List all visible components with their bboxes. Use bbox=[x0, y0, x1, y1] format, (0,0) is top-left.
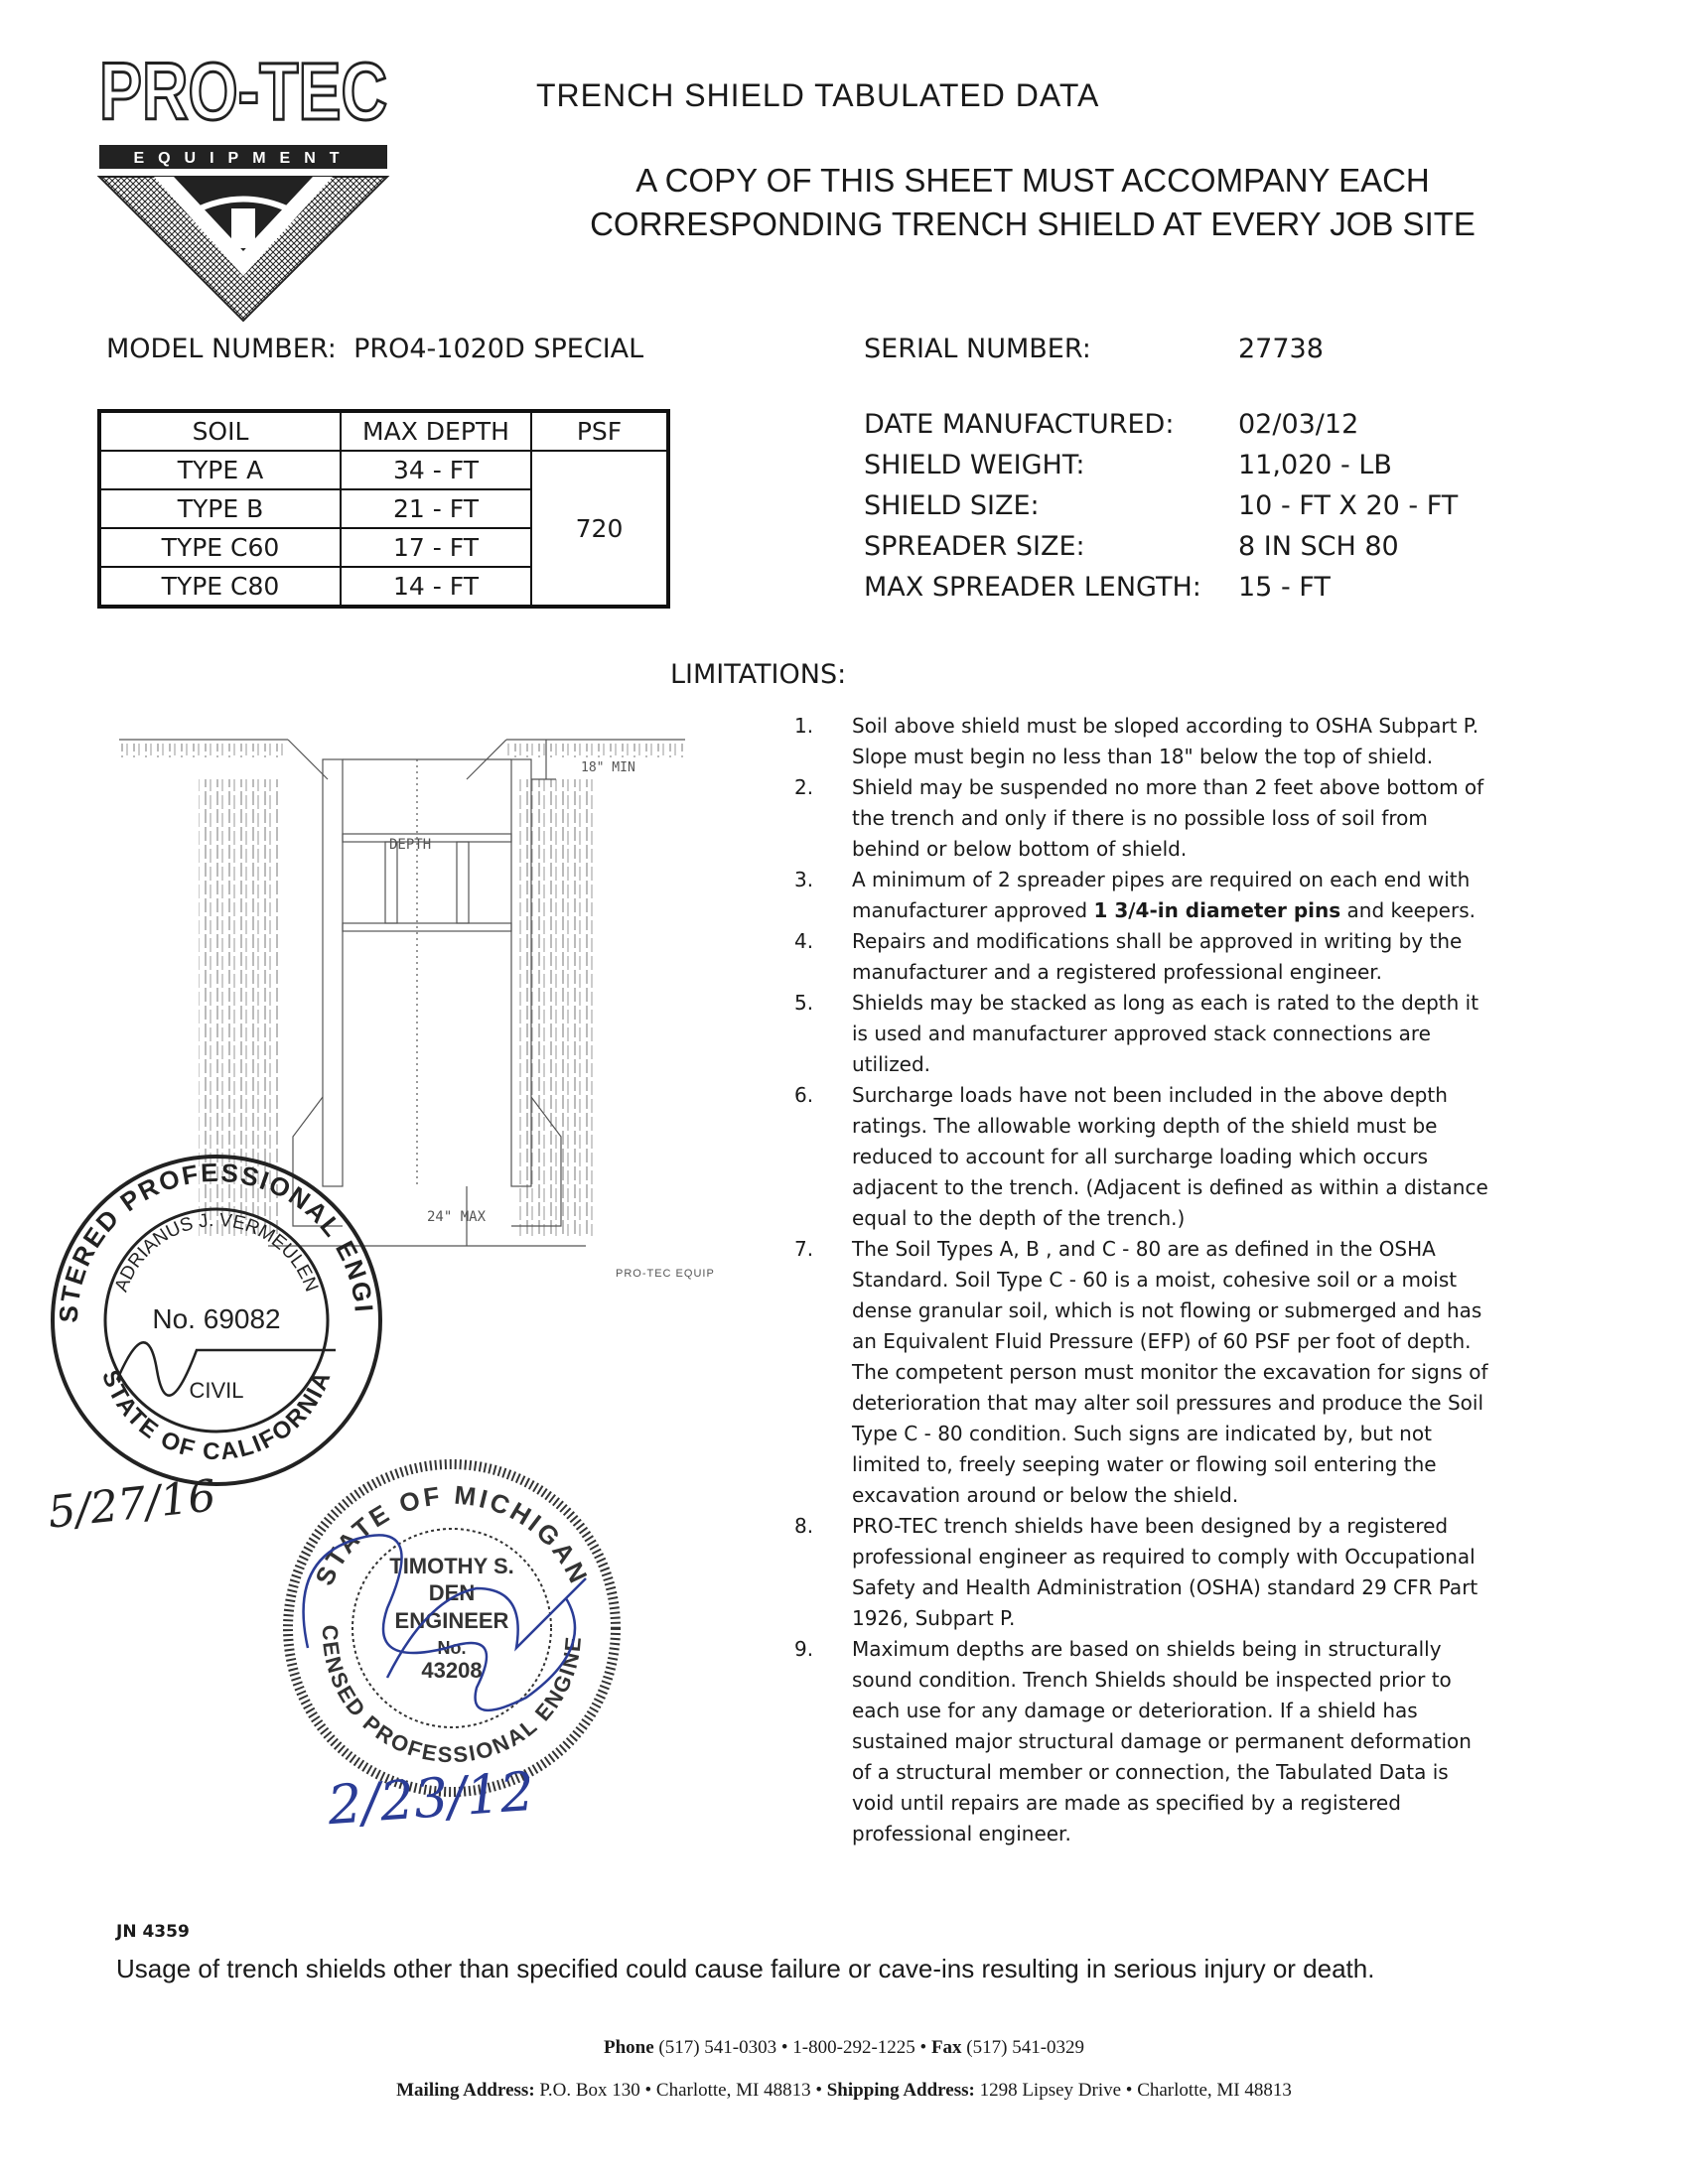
serial-number-value: 27738 bbox=[1238, 334, 1324, 364]
spec-row bbox=[864, 450, 1559, 490]
list-item-text: and keepers. bbox=[1340, 898, 1476, 922]
seal-civil: CIVIL bbox=[189, 1378, 244, 1403]
table-row bbox=[99, 451, 668, 489]
seal-engineer-name: ADRIANUS J. VERMEULEN bbox=[110, 1209, 323, 1296]
contact-phone bbox=[0, 2037, 1688, 2059]
logo-subtitle: EQUIPMENT bbox=[133, 150, 353, 167]
psf-cell: 720 bbox=[531, 451, 668, 607]
seal-number-line-1: No. bbox=[437, 1638, 467, 1658]
seal-bottom-text: CENSED PROFESSIONAL ENGINE bbox=[317, 1624, 587, 1768]
subtitle-line-2: CORRESPONDING TRENCH SHIELD AT EVERY JOB SITE bbox=[590, 205, 1476, 242]
depth-label: DEPTH bbox=[389, 837, 432, 853]
list-item-number: 3. bbox=[794, 868, 814, 891]
list-item-text: Shields may be stacked as long as each is rated to the depth it is used and manufacturer approved stack connections are utilized. bbox=[852, 991, 1479, 1076]
table-header-psf: PSF bbox=[531, 411, 668, 451]
seal-outer-text: STERED PROFESSIONAL ENGI bbox=[53, 1157, 379, 1323]
list-item-text: Repairs and modifications shall be approved in writing by the manufacturer and a registered professional engineer. bbox=[852, 929, 1463, 984]
shield-specs bbox=[864, 409, 1559, 613]
table-header-max-depth: MAX DEPTH bbox=[341, 411, 531, 451]
model-number bbox=[106, 334, 643, 364]
list-item-text: Soil above shield must be sloped according to OSHA Subpart P. Slope must begin no less than 18" below the top of shield. bbox=[852, 714, 1479, 768]
california-seal-date: 5/27/16 bbox=[45, 1470, 218, 1539]
list-item-emphasis: 1 3/4-in diameter pins bbox=[1093, 898, 1341, 922]
max-depth-cell: 17 - FT bbox=[341, 528, 531, 567]
soil-depth-table bbox=[97, 409, 670, 609]
soil-type-cell: TYPE C80 bbox=[99, 567, 341, 607]
limitations-heading: LIMITATIONS: bbox=[670, 659, 847, 690]
michigan-seal-date: 2/23/12 bbox=[326, 1759, 537, 1838]
shipping-address: 1298 Lipsey Drive • Charlotte, MI 48813 bbox=[979, 2080, 1292, 2101]
list-item-number: 2. bbox=[794, 775, 814, 799]
phone-label: Phone bbox=[603, 2037, 654, 2058]
svg-text:ADRIANUS J. VERMEULEN bbox=[111, 1210, 322, 1295]
spec-row bbox=[864, 531, 1559, 572]
max-depth-cell: 14 - FT bbox=[341, 567, 531, 607]
list-item-number: 4. bbox=[794, 929, 814, 953]
list-item bbox=[794, 926, 1489, 988]
max-depth-cell: 34 - FT bbox=[341, 451, 531, 489]
spec-label: DATE MANUFACTURED: bbox=[864, 409, 1175, 440]
spec-value: 15 - FT bbox=[1238, 572, 1331, 603]
phone-numbers: (517) 541-0303 • 1-800-292-1225 • bbox=[658, 2037, 927, 2058]
list-item-number: 7. bbox=[794, 1237, 814, 1261]
seal-number-line-2: 43208 bbox=[421, 1658, 483, 1683]
spec-row bbox=[864, 490, 1559, 531]
table-header-soil: SOIL bbox=[99, 411, 341, 451]
list-item-text: Shield may be suspended no more than 2 feet above bottom of the trench and only if there is no possible loss of soil from behind or below bottom of shield. bbox=[852, 775, 1484, 861]
list-item bbox=[794, 988, 1489, 1080]
list-item-text: Maximum depths are based on shields being in structurally sound condition. Trench Shields should be inspected prior to each use for any damage or deterioration. If a shield has sustained major structural damage or permanent deformation of a structural member or connection, the Tabulated Data is void until repairs are made as specified by a registered professional engineer. bbox=[852, 1637, 1472, 1845]
spec-row bbox=[864, 572, 1559, 613]
max-gap-label: 24" MAX bbox=[427, 1209, 487, 1225]
seal-name-line-2: DEN bbox=[428, 1580, 476, 1605]
spec-value: 11,020 - LB bbox=[1238, 450, 1392, 480]
pro-tec-logo-graphic bbox=[94, 38, 392, 326]
soil-type-cell: TYPE B bbox=[99, 489, 341, 528]
spec-row bbox=[864, 409, 1559, 450]
seal-top-text: STATE OF MICHIGAN bbox=[309, 1479, 595, 1590]
list-item-text: PRO-TEC trench shields have been designed by a registered professional engineer as required to comply with Occupational Safety and Health Administration (OSHA) standard 29 CFR Part 1926, Subpart P. bbox=[852, 1514, 1478, 1630]
spec-label: MAX SPREADER LENGTH: bbox=[864, 572, 1201, 603]
svg-text:REGISTERED PROFESSIONAL ENGINE bbox=[38, 1142, 379, 1323]
list-item bbox=[794, 772, 1489, 865]
table-header-row bbox=[99, 411, 668, 451]
contact-address bbox=[0, 2080, 1688, 2102]
list-item-text: The Soil Types A, B , and C - 80 are as defined in the OSHA Standard. Soil Type C - 60 is a moist, cohesive soil or a moist dense granular soil, which is not flowing or submerged and has an Equivalent Fluid Pressure (EFP) of 60 PSF per foot of depth. The competent person must monitor the excavation for signs of deterioration that may alter soil pressures and produce the Soil Type C - 80 condition. Such signs are indicated by, but not limited to, freely seeping water or flowing soil entering the excavation around or below the shield. bbox=[852, 1237, 1488, 1507]
list-item-number: 6. bbox=[794, 1083, 814, 1107]
list-item-text: A minimum of 2 spreader pipes are required on each end with manufacturer approved bbox=[852, 868, 1471, 922]
list-item-text: Surcharge loads have not been included in the above depth ratings. The allowable working depth of the shield must be reduced to account for all surcharge loading which occurs adjacent to the trench. (Adjacent is defined as within a distance equal to the depth of the trench.) bbox=[852, 1083, 1488, 1230]
list-item-number: 1. bbox=[794, 714, 814, 738]
spec-value: 02/03/12 bbox=[1238, 409, 1359, 440]
list-item bbox=[794, 1234, 1489, 1511]
list-item bbox=[794, 865, 1489, 926]
subtitle-line-1: A COPY OF THIS SHEET MUST ACCOMPANY EACH bbox=[635, 162, 1430, 199]
job-number: JN 4359 bbox=[116, 1922, 190, 1942]
list-item bbox=[794, 1080, 1489, 1234]
list-item bbox=[794, 711, 1489, 772]
michigan-seal-graphic bbox=[268, 1449, 635, 1807]
company-logo bbox=[94, 38, 392, 326]
spec-value: 10 - FT X 20 - FT bbox=[1238, 490, 1459, 521]
seal-name-line-1: TIMOTHY S. bbox=[389, 1554, 514, 1578]
list-item bbox=[794, 1634, 1489, 1849]
safety-warning: Usage of trench shields other than specified could cause failure or cave-ins resulting in serious injury or death. bbox=[116, 1954, 1375, 1983]
fax-number: (517) 541-0329 bbox=[966, 2037, 1085, 2058]
spec-label: SHIELD SIZE: bbox=[864, 490, 1040, 521]
spec-label: SHIELD WEIGHT: bbox=[864, 450, 1085, 480]
spec-value: 8 IN SCH 80 bbox=[1238, 531, 1399, 562]
mailing-address: P.O. Box 130 • Charlotte, MI 48813 • bbox=[539, 2080, 822, 2101]
max-depth-cell: 21 - FT bbox=[341, 489, 531, 528]
seal-name-line-3: ENGINEER bbox=[394, 1608, 509, 1633]
soil-type-cell: TYPE C60 bbox=[99, 528, 341, 567]
document-title: TRENCH SHIELD TABULATED DATA bbox=[536, 77, 1100, 113]
model-number-value: PRO4-1020D SPECIAL bbox=[353, 334, 644, 364]
soil-type-cell: TYPE A bbox=[99, 451, 341, 489]
michigan-engineer-seal bbox=[268, 1449, 635, 1807]
shipping-label: Shipping Address: bbox=[826, 2080, 975, 2101]
fax-label: Fax bbox=[930, 2037, 962, 2058]
diagram-credit: PRO-TEC EQUIP bbox=[616, 1268, 715, 1280]
logo-wordmark: PRO-TEC bbox=[99, 47, 387, 137]
seal-license-number: No. 69082 bbox=[152, 1303, 281, 1334]
list-item bbox=[794, 1511, 1489, 1634]
mailing-label: Mailing Address: bbox=[396, 2080, 535, 2101]
california-engineer-seal bbox=[38, 1142, 395, 1499]
california-seal-graphic bbox=[38, 1142, 395, 1499]
limitations-list bbox=[794, 711, 1489, 1849]
seal-state: STATE OF CALIFORNIA bbox=[95, 1366, 338, 1466]
list-item-number: 9. bbox=[794, 1637, 814, 1661]
document-subtitle bbox=[536, 159, 1529, 246]
min-slope-label: 18" MIN bbox=[581, 760, 635, 775]
spec-label: SPREADER SIZE: bbox=[864, 531, 1085, 562]
serial-number-label: SERIAL NUMBER: bbox=[864, 334, 1091, 364]
list-item-number: 8. bbox=[794, 1514, 814, 1538]
model-number-label: MODEL NUMBER: bbox=[106, 334, 337, 364]
list-item-number: 5. bbox=[794, 991, 814, 1015]
